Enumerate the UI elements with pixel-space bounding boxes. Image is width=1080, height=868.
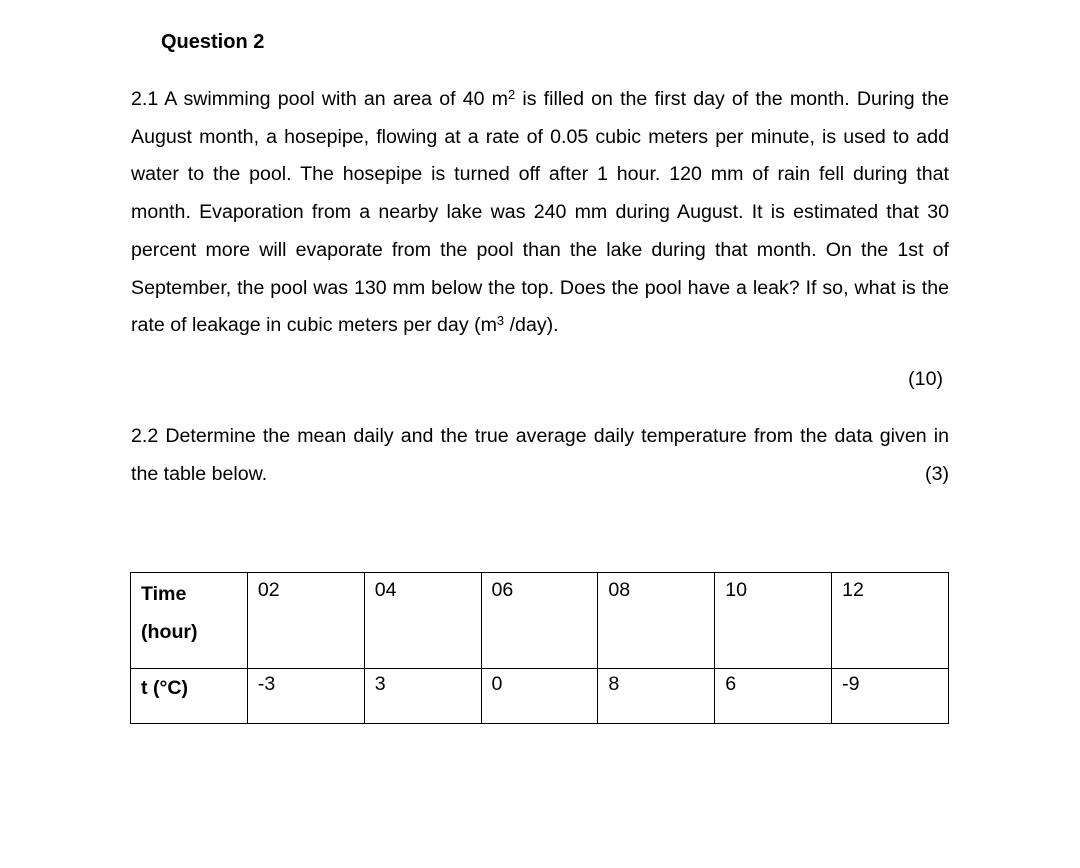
q21-text-part3: /day). [504,314,559,337]
time-header-label: Time [141,583,187,605]
temperature-cell: 0 [481,669,598,724]
q21-text-part1: 2.1 A swimming pool with an area of 40 m [131,88,508,110]
temperature-cell: 8 [598,669,715,724]
time-cell: 06 [481,573,598,669]
time-header-unit: (hour) [141,621,198,643]
time-header-cell [131,573,248,669]
temperature-header-cell: t (°C) [131,669,248,724]
q21-text-part2: is filled on the first day of the month. During the August month, a hosepipe, flowing at a rate of 0.05 cubic meters per minute, is used to add water to the pool. The hosepipe is turned off after 1 hour. 120 mm of rain fell during that month. Evaporation from a nearby lake was 240 mm during August. It is estimated that 30 percent more will evaporate from the pool than the lake during that month. On the 1st of September, the pool was 130 mm below the top. Does the pool have a leak? If so, what is the rate of leakage in cubic meters per day (m [131,88,949,337]
q21-superscript-volume: 3 [496,313,505,329]
time-cell: 02 [247,573,364,669]
table-row-temperature [131,669,949,724]
time-cell: 12 [832,573,949,669]
question-2-1-marks: (10) [908,368,943,390]
time-cell: 04 [364,573,481,669]
table-row-time [131,573,949,669]
question-2-2-text [131,418,949,493]
temperature-cell: -3 [247,669,364,724]
question-title: Question 2 [161,31,265,53]
temperature-table [130,572,949,724]
time-cell: 10 [715,573,832,669]
question-2-2-marks: (3) [925,462,949,485]
question-2-1-text [131,81,949,345]
temperature-cell: -9 [832,669,949,724]
q22-text: 2.2 Determine the mean daily and the true average daily temperature from the data given in the table below. [131,425,949,485]
temperature-cell: 3 [364,669,481,724]
time-cell: 08 [598,573,715,669]
temperature-cell: 6 [715,669,832,724]
q21-superscript-area: 2 [507,87,516,102]
